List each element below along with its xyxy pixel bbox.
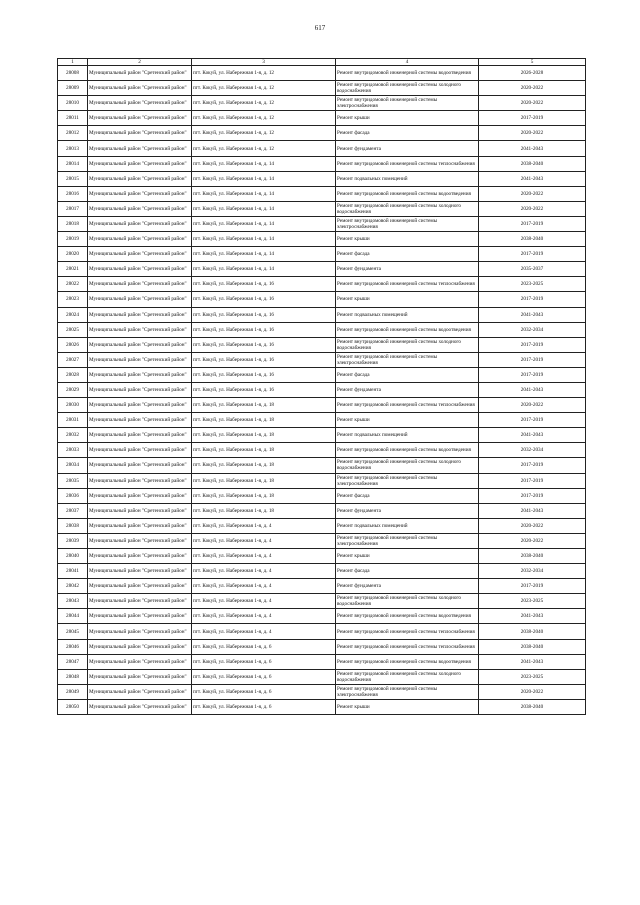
- work-type-cell: Ремонт внутридомовой инженерной системы водоотведения: [336, 186, 479, 201]
- row-number-cell: 28050: [58, 699, 88, 714]
- municipality-cell: Муниципальный район "Сретенский район": [88, 337, 192, 352]
- municipality-cell: Муниципальный район "Сретенский район": [88, 428, 192, 443]
- row-number-cell: 28015: [58, 171, 88, 186]
- table-row: [58, 413, 586, 428]
- work-type-cell: Ремонт крыши: [336, 549, 479, 564]
- work-type-cell: Ремонт внутридомовой инженерной системы электроснабжения: [336, 684, 479, 699]
- municipality-cell: Муниципальный район "Сретенский район": [88, 141, 192, 156]
- address-cell: пгт. Кокуй, ул. Набережная 1-я, д. 6: [192, 684, 336, 699]
- address-cell: пгт. Кокуй, ул. Набережная 1-я, д. 16: [192, 382, 336, 397]
- row-number-cell: 28047: [58, 654, 88, 669]
- period-cell: 2017-2019: [479, 488, 586, 503]
- table-row: [58, 639, 586, 654]
- work-type-cell: Ремонт фасада: [336, 488, 479, 503]
- table-row: [58, 277, 586, 292]
- municipality-cell: Муниципальный район "Сретенский район": [88, 639, 192, 654]
- address-cell: пгт. Кокуй, ул. Набережная 1-я, д. 16: [192, 277, 336, 292]
- work-type-cell: Ремонт внутридомовой инженерной системы электроснабжения: [336, 533, 479, 548]
- period-cell: 2017-2019: [479, 579, 586, 594]
- period-cell: 2020-2022: [479, 201, 586, 216]
- municipality-cell: Муниципальный район "Сретенский район": [88, 292, 192, 307]
- table-row: [58, 549, 586, 564]
- work-type-cell: Ремонт подвальных помещений: [336, 518, 479, 533]
- table-row: [58, 518, 586, 533]
- table-row: [58, 564, 586, 579]
- municipality-cell: Муниципальный район "Сретенский район": [88, 232, 192, 247]
- address-cell: пгт. Кокуй, ул. Набережная 1-я, д. 16: [192, 367, 336, 382]
- municipality-cell: Муниципальный район "Сретенский район": [88, 488, 192, 503]
- municipality-cell: Муниципальный район "Сретенский район": [88, 699, 192, 714]
- address-cell: пгт. Кокуй, ул. Набережная 1-я, д. 12: [192, 141, 336, 156]
- row-number-cell: 28010: [58, 96, 88, 111]
- period-cell: 2020-2022: [479, 533, 586, 548]
- table-row: [58, 654, 586, 669]
- work-type-cell: Ремонт внутридомовой инженерной системы теплоснабжения: [336, 624, 479, 639]
- municipality-cell: Муниципальный район "Сретенский район": [88, 533, 192, 548]
- row-number-cell: 28011: [58, 111, 88, 126]
- table-header: [58, 59, 586, 66]
- address-cell: пгт. Кокуй, ул. Набережная 1-я, д. 18: [192, 428, 336, 443]
- period-cell: 2017-2019: [479, 352, 586, 367]
- work-type-cell: Ремонт фундамента: [336, 503, 479, 518]
- table-row: [58, 292, 586, 307]
- table-row: [58, 216, 586, 231]
- table-row: [58, 262, 586, 277]
- period-cell: 2038-2040: [479, 232, 586, 247]
- row-number-cell: 28035: [58, 473, 88, 488]
- municipality-cell: Муниципальный район "Сретенский район": [88, 503, 192, 518]
- table-row: [58, 247, 586, 262]
- address-cell: пгт. Кокуй, ул. Набережная 1-я, д. 4: [192, 594, 336, 609]
- column-header: 1: [58, 59, 88, 66]
- work-type-cell: Ремонт крыши: [336, 111, 479, 126]
- address-cell: пгт. Кокуй, ул. Набережная 1-я, д. 14: [192, 171, 336, 186]
- municipality-cell: Муниципальный район "Сретенский район": [88, 564, 192, 579]
- period-cell: 2020-2022: [479, 518, 586, 533]
- municipality-cell: Муниципальный район "Сретенский район": [88, 609, 192, 624]
- municipality-cell: Муниципальный район "Сретенский район": [88, 669, 192, 684]
- period-cell: 2038-2040: [479, 624, 586, 639]
- table-row: [58, 473, 586, 488]
- work-type-cell: Ремонт внутридомовой инженерной системы холодного водоснабжения: [336, 594, 479, 609]
- register-table: [57, 58, 586, 715]
- municipality-cell: Муниципальный район "Сретенский район": [88, 186, 192, 201]
- address-cell: пгт. Кокуй, ул. Набережная 1-я, д. 14: [192, 216, 336, 231]
- work-type-cell: Ремонт внутридомовой инженерной системы холодного водоснабжения: [336, 201, 479, 216]
- row-number-cell: 28029: [58, 382, 88, 397]
- municipality-cell: Муниципальный район "Сретенский район": [88, 473, 192, 488]
- row-number-cell: 28023: [58, 292, 88, 307]
- work-type-cell: Ремонт подвальных помещений: [336, 171, 479, 186]
- row-number-cell: 28026: [58, 337, 88, 352]
- row-number-cell: 28038: [58, 518, 88, 533]
- municipality-cell: Муниципальный район "Сретенский район": [88, 262, 192, 277]
- municipality-cell: Муниципальный район "Сретенский район": [88, 398, 192, 413]
- period-cell: 2041-2043: [479, 141, 586, 156]
- row-number-cell: 28043: [58, 594, 88, 609]
- municipality-cell: Муниципальный район "Сретенский район": [88, 307, 192, 322]
- table-row: [58, 428, 586, 443]
- row-number-cell: 28048: [58, 669, 88, 684]
- table-row: [58, 684, 586, 699]
- municipality-cell: Муниципальный район "Сретенский район": [88, 81, 192, 96]
- address-cell: пгт. Кокуй, ул. Набережная 1-я, д. 18: [192, 413, 336, 428]
- period-cell: 2017-2019: [479, 292, 586, 307]
- address-cell: пгт. Кокуй, ул. Набережная 1-я, д. 14: [192, 232, 336, 247]
- period-cell: 2023-2025: [479, 277, 586, 292]
- address-cell: пгт. Кокуй, ул. Набережная 1-я, д. 12: [192, 126, 336, 141]
- address-cell: пгт. Кокуй, ул. Набережная 1-я, д. 6: [192, 654, 336, 669]
- row-number-cell: 28039: [58, 533, 88, 548]
- address-cell: пгт. Кокуй, ул. Набережная 1-я, д. 16: [192, 307, 336, 322]
- table-row: [58, 186, 586, 201]
- municipality-cell: Муниципальный район "Сретенский район": [88, 156, 192, 171]
- address-cell: пгт. Кокуй, ул. Набережная 1-я, д. 14: [192, 247, 336, 262]
- municipality-cell: Муниципальный район "Сретенский район": [88, 443, 192, 458]
- header-row: [58, 59, 586, 66]
- table-row: [58, 579, 586, 594]
- table-row: [58, 398, 586, 413]
- table-row: [58, 352, 586, 367]
- row-number-cell: 28028: [58, 367, 88, 382]
- work-type-cell: Ремонт фундамента: [336, 382, 479, 397]
- column-header: 5: [479, 59, 586, 66]
- work-type-cell: Ремонт крыши: [336, 232, 479, 247]
- work-type-cell: Ремонт внутридомовой инженерной системы теплоснабжения: [336, 156, 479, 171]
- municipality-cell: Муниципальный район "Сретенский район": [88, 216, 192, 231]
- row-number-cell: 28019: [58, 232, 88, 247]
- work-type-cell: Ремонт фасада: [336, 126, 479, 141]
- page-number: 617: [314, 24, 326, 32]
- row-number-cell: 28018: [58, 216, 88, 231]
- address-cell: пгт. Кокуй, ул. Набережная 1-я, д. 16: [192, 352, 336, 367]
- address-cell: пгт. Кокуй, ул. Набережная 1-я, д. 12: [192, 111, 336, 126]
- period-cell: 2038-2040: [479, 549, 586, 564]
- address-cell: пгт. Кокуй, ул. Набережная 1-я, д. 18: [192, 488, 336, 503]
- address-cell: пгт. Кокуй, ул. Набережная 1-я, д. 16: [192, 337, 336, 352]
- table-row: [58, 66, 586, 81]
- table-row: [58, 533, 586, 548]
- table-row: [58, 171, 586, 186]
- period-cell: 2020-2022: [479, 398, 586, 413]
- period-cell: 2017-2019: [479, 458, 586, 473]
- work-type-cell: Ремонт внутридомовой инженерной системы холодного водоснабжения: [336, 81, 479, 96]
- work-type-cell: Ремонт крыши: [336, 292, 479, 307]
- municipality-cell: Муниципальный район "Сретенский район": [88, 352, 192, 367]
- work-type-cell: Ремонт внутридомовой инженерной системы холодного водоснабжения: [336, 458, 479, 473]
- work-type-cell: Ремонт фасада: [336, 367, 479, 382]
- work-type-cell: Ремонт крыши: [336, 699, 479, 714]
- work-type-cell: Ремонт крыши: [336, 413, 479, 428]
- address-cell: пгт. Кокуй, ул. Набережная 1-я, д. 14: [192, 201, 336, 216]
- row-number-cell: 28021: [58, 262, 88, 277]
- work-type-cell: Ремонт внутридомовой инженерной системы теплоснабжения: [336, 277, 479, 292]
- work-type-cell: Ремонт внутридомовой инженерной системы водоотведения: [336, 66, 479, 81]
- municipality-cell: Муниципальный район "Сретенский район": [88, 684, 192, 699]
- row-number-cell: 28009: [58, 81, 88, 96]
- address-cell: пгт. Кокуй, ул. Набережная 1-я, д. 14: [192, 156, 336, 171]
- address-cell: пгт. Кокуй, ул. Набережная 1-я, д. 18: [192, 458, 336, 473]
- work-type-cell: Ремонт внутридомовой инженерной системы водоотведения: [336, 609, 479, 624]
- period-cell: 2020-2022: [479, 81, 586, 96]
- table-row: [58, 156, 586, 171]
- row-number-cell: 28033: [58, 443, 88, 458]
- period-cell: 2017-2019: [479, 413, 586, 428]
- municipality-cell: Муниципальный район "Сретенский район": [88, 458, 192, 473]
- work-type-cell: Ремонт внутридомовой инженерной системы электроснабжения: [336, 352, 479, 367]
- table-row: [58, 81, 586, 96]
- column-header: 2: [88, 59, 192, 66]
- municipality-cell: Муниципальный район "Сретенский район": [88, 277, 192, 292]
- municipality-cell: Муниципальный район "Сретенский район": [88, 322, 192, 337]
- period-cell: 2020-2022: [479, 186, 586, 201]
- work-type-cell: Ремонт фундамента: [336, 141, 479, 156]
- column-header: 3: [192, 59, 336, 66]
- period-cell: 2038-2040: [479, 639, 586, 654]
- table-body: [58, 66, 586, 715]
- period-cell: 2017-2019: [479, 247, 586, 262]
- municipality-cell: Муниципальный район "Сретенский район": [88, 654, 192, 669]
- row-number-cell: 28024: [58, 307, 88, 322]
- table-row: [58, 443, 586, 458]
- municipality-cell: Муниципальный район "Сретенский район": [88, 518, 192, 533]
- address-cell: пгт. Кокуй, ул. Набережная 1-я, д. 6: [192, 639, 336, 654]
- work-type-cell: Ремонт внутридомовой инженерной системы водоотведения: [336, 443, 479, 458]
- address-cell: пгт. Кокуй, ул. Набережная 1-я, д. 4: [192, 564, 336, 579]
- work-type-cell: Ремонт фундамента: [336, 262, 479, 277]
- address-cell: пгт. Кокуй, ул. Набережная 1-я, д. 14: [192, 186, 336, 201]
- period-cell: 2020-2022: [479, 684, 586, 699]
- address-cell: пгт. Кокуй, ул. Набережная 1-я, д. 6: [192, 669, 336, 684]
- table-row: [58, 96, 586, 111]
- table-row: [58, 669, 586, 684]
- work-type-cell: Ремонт внутридомовой инженерной системы теплоснабжения: [336, 639, 479, 654]
- table-row: [58, 458, 586, 473]
- work-type-cell: Ремонт внутридомовой инженерной системы электроснабжения: [336, 96, 479, 111]
- table-row: [58, 594, 586, 609]
- period-cell: 2017-2019: [479, 216, 586, 231]
- table-row: [58, 201, 586, 216]
- table-row: [58, 488, 586, 503]
- period-cell: 2032-2034: [479, 322, 586, 337]
- period-cell: 2023-2025: [479, 669, 586, 684]
- row-number-cell: 28022: [58, 277, 88, 292]
- period-cell: 2038-2040: [479, 156, 586, 171]
- period-cell: 2041-2043: [479, 654, 586, 669]
- row-number-cell: 28014: [58, 156, 88, 171]
- table-row: [58, 699, 586, 714]
- work-type-cell: Ремонт подвальных помещений: [336, 428, 479, 443]
- address-cell: пгт. Кокуй, ул. Набережная 1-я, д. 16: [192, 292, 336, 307]
- period-cell: 2023-2025: [479, 594, 586, 609]
- period-cell: 2041-2043: [479, 609, 586, 624]
- address-cell: пгт. Кокуй, ул. Набережная 1-я, д. 12: [192, 66, 336, 81]
- row-number-cell: 28030: [58, 398, 88, 413]
- row-number-cell: 28036: [58, 488, 88, 503]
- row-number-cell: 28042: [58, 579, 88, 594]
- row-number-cell: 28034: [58, 458, 88, 473]
- table-row: [58, 503, 586, 518]
- row-number-cell: 28008: [58, 66, 88, 81]
- municipality-cell: Муниципальный район "Сретенский район": [88, 247, 192, 262]
- address-cell: пгт. Кокуй, ул. Набережная 1-я, д. 18: [192, 503, 336, 518]
- row-number-cell: 28017: [58, 201, 88, 216]
- address-cell: пгт. Кокуй, ул. Набережная 1-я, д. 4: [192, 518, 336, 533]
- period-cell: 2020-2022: [479, 126, 586, 141]
- period-cell: 2041-2043: [479, 382, 586, 397]
- period-cell: 2041-2043: [479, 428, 586, 443]
- municipality-cell: Муниципальный район "Сретенский район": [88, 126, 192, 141]
- period-cell: 2017-2019: [479, 337, 586, 352]
- period-cell: 2032-2034: [479, 443, 586, 458]
- period-cell: 2032-2034: [479, 564, 586, 579]
- row-number-cell: 28013: [58, 141, 88, 156]
- row-number-cell: 28032: [58, 428, 88, 443]
- table-row: [58, 609, 586, 624]
- table-row: [58, 232, 586, 247]
- address-cell: пгт. Кокуй, ул. Набережная 1-я, д. 18: [192, 398, 336, 413]
- address-cell: пгт. Кокуй, ул. Набережная 1-я, д. 4: [192, 549, 336, 564]
- municipality-cell: Муниципальный район "Сретенский район": [88, 66, 192, 81]
- period-cell: 2017-2019: [479, 367, 586, 382]
- address-cell: пгт. Кокуй, ул. Набережная 1-я, д. 4: [192, 609, 336, 624]
- address-cell: пгт. Кокуй, ул. Набережная 1-я, д. 4: [192, 579, 336, 594]
- row-number-cell: 28031: [58, 413, 88, 428]
- address-cell: пгт. Кокуй, ул. Набережная 1-я, д. 12: [192, 81, 336, 96]
- municipality-cell: Муниципальный район "Сретенский район": [88, 201, 192, 216]
- work-type-cell: Ремонт фундамента: [336, 579, 479, 594]
- municipality-cell: Муниципальный район "Сретенский район": [88, 624, 192, 639]
- municipality-cell: Муниципальный район "Сретенский район": [88, 96, 192, 111]
- municipality-cell: Муниципальный район "Сретенский район": [88, 413, 192, 428]
- work-type-cell: Ремонт подвальных помещений: [336, 307, 479, 322]
- row-number-cell: 28044: [58, 609, 88, 624]
- address-cell: пгт. Кокуй, ул. Набережная 1-я, д. 6: [192, 699, 336, 714]
- address-cell: пгт. Кокуй, ул. Набережная 1-я, д. 16: [192, 322, 336, 337]
- period-cell: 2041-2043: [479, 307, 586, 322]
- row-number-cell: 28020: [58, 247, 88, 262]
- row-number-cell: 28027: [58, 352, 88, 367]
- period-cell: 2041-2043: [479, 171, 586, 186]
- period-cell: 2038-2040: [479, 699, 586, 714]
- period-cell: 2035-2037: [479, 262, 586, 277]
- column-header: 4: [336, 59, 479, 66]
- row-number-cell: 28016: [58, 186, 88, 201]
- table-row: [58, 382, 586, 397]
- address-cell: пгт. Кокуй, ул. Набережная 1-я, д. 12: [192, 96, 336, 111]
- municipality-cell: Муниципальный район "Сретенский район": [88, 594, 192, 609]
- period-cell: 2026-2028: [479, 66, 586, 81]
- row-number-cell: 28025: [58, 322, 88, 337]
- work-type-cell: Ремонт внутридомовой инженерной системы электроснабжения: [336, 473, 479, 488]
- address-cell: пгт. Кокуй, ул. Набережная 1-я, д. 4: [192, 624, 336, 639]
- work-type-cell: Ремонт внутридомовой инженерной системы электроснабжения: [336, 216, 479, 231]
- work-type-cell: Ремонт фасада: [336, 564, 479, 579]
- period-cell: 2017-2019: [479, 111, 586, 126]
- work-type-cell: Ремонт внутридомовой инженерной системы теплоснабжения: [336, 398, 479, 413]
- municipality-cell: Муниципальный район "Сретенский район": [88, 549, 192, 564]
- municipality-cell: Муниципальный район "Сретенский район": [88, 382, 192, 397]
- address-cell: пгт. Кокуй, ул. Набережная 1-я, д. 18: [192, 473, 336, 488]
- period-cell: 2017-2019: [479, 473, 586, 488]
- period-cell: 2020-2022: [479, 96, 586, 111]
- row-number-cell: 28049: [58, 684, 88, 699]
- row-number-cell: 28045: [58, 624, 88, 639]
- row-number-cell: 28012: [58, 126, 88, 141]
- table-row: [58, 126, 586, 141]
- work-type-cell: Ремонт внутридомовой инженерной системы холодного водоснабжения: [336, 669, 479, 684]
- work-type-cell: Ремонт фасада: [336, 247, 479, 262]
- period-cell: 2041-2043: [479, 503, 586, 518]
- table-row: [58, 624, 586, 639]
- municipality-cell: Муниципальный район "Сретенский район": [88, 171, 192, 186]
- row-number-cell: 28040: [58, 549, 88, 564]
- address-cell: пгт. Кокуй, ул. Набережная 1-я, д. 14: [192, 262, 336, 277]
- address-cell: пгт. Кокуй, ул. Набережная 1-я, д. 4: [192, 533, 336, 548]
- municipality-cell: Муниципальный район "Сретенский район": [88, 111, 192, 126]
- work-type-cell: Ремонт внутридомовой инженерной системы водоотведения: [336, 654, 479, 669]
- work-type-cell: Ремонт внутридомовой инженерной системы водоотведения: [336, 322, 479, 337]
- row-number-cell: 28037: [58, 503, 88, 518]
- table-row: [58, 322, 586, 337]
- table-row: [58, 307, 586, 322]
- municipality-cell: Муниципальный район "Сретенский район": [88, 579, 192, 594]
- row-number-cell: 28046: [58, 639, 88, 654]
- work-type-cell: Ремонт внутридомовой инженерной системы холодного водоснабжения: [336, 337, 479, 352]
- table-row: [58, 141, 586, 156]
- municipality-cell: Муниципальный район "Сретенский район": [88, 367, 192, 382]
- row-number-cell: 28041: [58, 564, 88, 579]
- address-cell: пгт. Кокуй, ул. Набережная 1-я, д. 18: [192, 443, 336, 458]
- table-row: [58, 367, 586, 382]
- table-row: [58, 111, 586, 126]
- table-row: [58, 337, 586, 352]
